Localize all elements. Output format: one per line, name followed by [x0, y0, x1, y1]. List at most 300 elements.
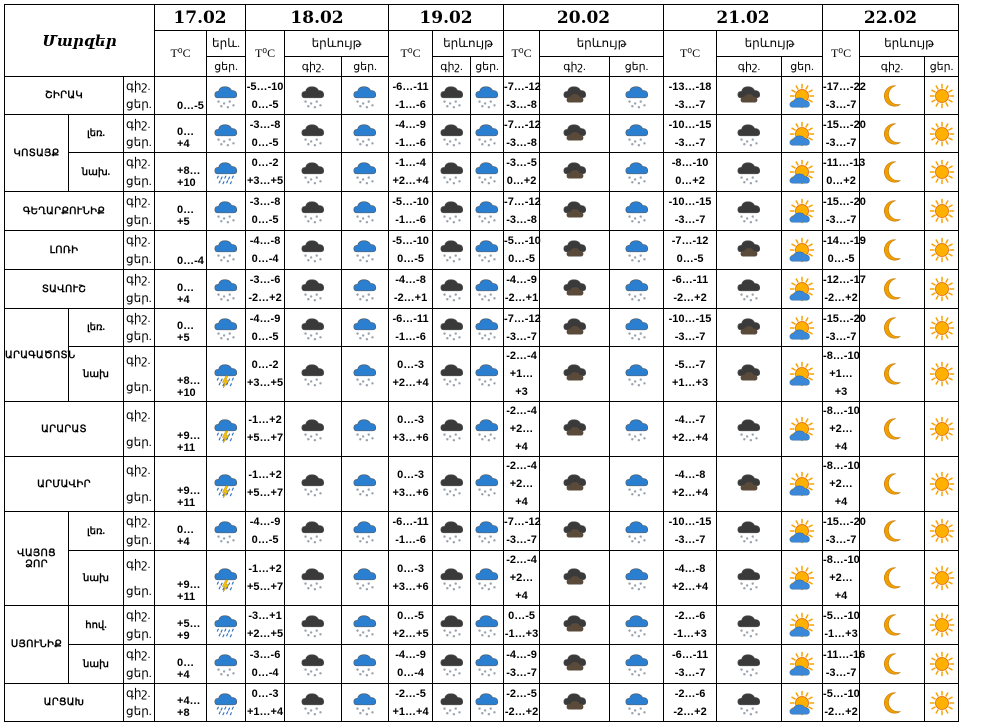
dark-cloud-icon	[561, 314, 589, 342]
sky-day-19	[471, 402, 504, 457]
temp-18	[246, 192, 285, 231]
sky-day-18	[342, 270, 389, 309]
dark-cloud-icon	[735, 360, 763, 388]
sky-day-19: ցեր.	[471, 57, 504, 77]
sky-night-22	[860, 606, 925, 645]
temp-day: -1…-6	[395, 136, 426, 149]
dark-snow-cloud-icon	[299, 360, 327, 388]
tod-day: ցեր.	[124, 173, 155, 192]
tod-day: ցեր.	[124, 532, 155, 551]
dark-cloud-icon	[561, 650, 589, 678]
temp-18	[246, 347, 285, 402]
sun-icon	[928, 517, 956, 545]
temp-19	[389, 512, 433, 551]
temp-day: -3…-7	[674, 534, 706, 546]
sky-day-20	[610, 309, 664, 347]
temp-19	[389, 402, 433, 457]
sky-night-21	[717, 270, 782, 309]
tod-day: ցեր.	[124, 485, 155, 512]
temp-day: -1…+3	[824, 628, 858, 640]
temp-19	[389, 347, 433, 402]
snow-cloud-icon	[212, 120, 240, 148]
sky-day-18	[342, 645, 389, 684]
snow-cloud-icon	[473, 314, 501, 342]
dark-snow-cloud-icon	[299, 415, 327, 443]
temp-day: +2…+4	[671, 581, 709, 593]
dark-cloud-icon	[561, 689, 589, 717]
sky-day-19	[471, 457, 504, 512]
tod-day: ցեր.	[124, 665, 155, 684]
sky-night-18	[285, 309, 342, 347]
dark-cloud-icon	[561, 197, 589, 225]
temp-night: -4…-8	[674, 469, 706, 481]
temp-day: +1…+3	[509, 368, 534, 398]
sky-night-19	[433, 457, 471, 512]
sky-header-21: երևույթ	[717, 31, 823, 57]
temp-20	[504, 309, 540, 347]
temp-18	[246, 77, 285, 115]
region-vayots: ՎԱՅՈՑ ՁՈՐ	[5, 512, 69, 606]
sky-night-20	[540, 512, 610, 551]
sky-day-20	[610, 645, 664, 684]
temp-day: 0…-4	[397, 667, 424, 679]
snow-cloud-icon	[351, 517, 379, 545]
temp-18	[246, 231, 285, 270]
temp-21	[664, 309, 717, 347]
dark-cloud-icon	[561, 470, 589, 498]
temp-night: -2…-4	[506, 554, 537, 566]
sky-17	[207, 115, 246, 153]
dark-cloud-icon	[561, 236, 589, 264]
temp-night: -5…-10	[392, 196, 429, 208]
temp-night: 0…-2	[251, 359, 279, 371]
temp-17: +9…+11	[155, 457, 207, 512]
snow-cloud-icon	[623, 611, 651, 639]
crescent-moon-icon	[878, 120, 906, 148]
temp-19	[389, 457, 433, 512]
sky-night-20: գիշ.	[540, 57, 610, 77]
temp-day: +1…+4	[392, 705, 429, 718]
temp-night: -4…-8	[674, 563, 706, 575]
temp-19	[389, 270, 433, 309]
dark-snow-cloud-icon	[735, 564, 763, 592]
sky-day-21	[782, 270, 823, 309]
sky-night-20	[540, 309, 610, 347]
sky-night-21	[717, 115, 782, 153]
sky-day-19	[471, 153, 504, 192]
crescent-moon-icon	[878, 689, 906, 717]
temp-18	[246, 402, 285, 457]
tod-day: ցեր.	[124, 579, 155, 606]
crescent-moon-icon	[878, 564, 906, 592]
crescent-moon-icon	[878, 517, 906, 545]
temp-day: -3…-7	[825, 330, 857, 343]
temp-day: -3…-7	[674, 330, 706, 343]
temp-19	[389, 645, 433, 684]
sky-night-19	[433, 153, 471, 192]
temp-night: -2…-5	[506, 687, 537, 700]
temp-night: -7…-12	[671, 235, 709, 247]
snow-cloud-icon	[473, 470, 501, 498]
sky-header-18: երևույթ	[285, 31, 389, 57]
temp-day: -2…+2	[248, 292, 282, 304]
sky-day-20	[610, 551, 664, 606]
sky-night-19	[433, 309, 471, 347]
snow-cloud-icon	[212, 650, 240, 678]
tod-day: ցեր.	[124, 251, 155, 270]
sky-17	[207, 347, 246, 402]
sky-night-22	[860, 115, 925, 153]
temp-night: -8…-10	[823, 460, 860, 472]
snow-cloud-icon	[473, 158, 501, 186]
temp-21	[664, 551, 717, 606]
temp-18	[246, 153, 285, 192]
temp-day: 0…-5	[251, 136, 279, 149]
temp-17: 0…+4	[155, 270, 207, 309]
temp-night: -8…-10	[823, 405, 860, 417]
snow-cloud-icon	[212, 275, 240, 303]
temp-day: +3…+5	[246, 377, 284, 389]
temp-20	[504, 231, 540, 270]
thunderstorm-icon	[212, 360, 240, 388]
sky-night-20	[540, 77, 610, 115]
sky-day-22	[925, 77, 959, 115]
sky-night-22	[860, 231, 925, 270]
snow-cloud-icon	[351, 470, 379, 498]
sky-day-22	[925, 192, 959, 231]
sky-header-17: երև.	[207, 31, 246, 57]
temp-night: -5…-7	[674, 359, 706, 371]
crescent-moon-icon	[878, 650, 906, 678]
temp-22	[823, 402, 860, 457]
sky-night-19: գիշ.	[433, 57, 471, 77]
temp-night: -2…-5	[395, 687, 426, 700]
tod-night: գիշ.	[124, 231, 155, 251]
temp-night: -15…-20	[823, 516, 866, 528]
sun-icon	[928, 360, 956, 388]
sky-day-21: ցեր.	[782, 57, 823, 77]
dark-cloud-icon	[561, 564, 589, 592]
temp-night: -5…-10	[246, 80, 284, 93]
sky-night-22	[860, 309, 925, 347]
crescent-moon-icon	[878, 82, 906, 110]
sky-day-18	[342, 192, 389, 231]
sky-night-19	[433, 512, 471, 551]
dark-snow-cloud-icon	[299, 470, 327, 498]
temp-20	[504, 192, 540, 231]
snow-cloud-icon	[473, 120, 501, 148]
tod-day: ցեր.	[124, 96, 155, 115]
date-20: 20.02	[504, 5, 664, 31]
sky-night-18	[285, 551, 342, 606]
temp-19	[389, 153, 433, 192]
sky-night-18	[285, 606, 342, 645]
temp-18	[246, 606, 285, 645]
sky-night-19	[433, 347, 471, 402]
sky-day-22	[925, 153, 959, 192]
temp-day: 0…-5	[251, 214, 279, 226]
temp-day: +2…+5	[392, 628, 429, 640]
temp-20	[504, 77, 540, 115]
temp-day: +3…+6	[392, 432, 429, 444]
temp-day: +5…+7	[246, 581, 284, 593]
sky-night-18	[285, 153, 342, 192]
snow-cloud-icon	[212, 197, 240, 225]
snow-cloud-icon	[212, 236, 240, 264]
temp-night: -15…-20	[823, 312, 866, 325]
dark-snow-cloud-icon	[735, 415, 763, 443]
dark-snow-cloud-icon	[438, 120, 466, 148]
sky-night-22	[860, 270, 925, 309]
dark-snow-cloud-icon	[735, 158, 763, 186]
sky-night-22	[860, 645, 925, 684]
temp-day: 0…-4	[251, 667, 279, 679]
temp-18	[246, 645, 285, 684]
snow-cloud-icon	[623, 120, 651, 148]
temp-18	[246, 512, 285, 551]
dark-snow-cloud-icon	[299, 275, 327, 303]
temp-day: -3…-7	[825, 214, 857, 226]
sky-17	[207, 270, 246, 309]
tod-night: գիշ.	[124, 309, 155, 328]
sky-day-22	[925, 309, 959, 347]
snow-cloud-icon	[623, 158, 651, 186]
snow-cloud-icon	[473, 564, 501, 592]
temp-17: 0…-5	[155, 77, 207, 115]
snow-cloud-icon	[623, 82, 651, 110]
snow-cloud-icon	[623, 275, 651, 303]
sky-night-22	[860, 77, 925, 115]
sky-night-18	[285, 347, 342, 402]
partly-cloudy-sun-icon	[788, 275, 816, 303]
temp-night: -4…-9	[249, 516, 281, 528]
subregion-vayots-a: լեռ.	[69, 512, 124, 551]
temp-day: 0…-4	[251, 253, 279, 265]
temp-night: -7…-12	[504, 118, 541, 131]
sun-icon	[928, 470, 956, 498]
sky-17	[207, 457, 246, 512]
snow-cloud-icon	[473, 197, 501, 225]
temp-day: -3…-7	[674, 214, 706, 226]
dark-snow-cloud-icon	[735, 650, 763, 678]
temp-day: -3…-8	[506, 136, 537, 149]
sky-day-20	[610, 684, 664, 722]
partly-cloudy-sun-icon	[788, 415, 816, 443]
sky-day-19	[471, 684, 504, 722]
dark-snow-cloud-icon	[438, 360, 466, 388]
temp-17: +4…+8	[155, 684, 207, 722]
temp-night: -3…-6	[249, 649, 281, 661]
partly-cloudy-sun-icon	[788, 82, 816, 110]
temp-day: +5…+7	[246, 432, 284, 444]
temp-day: -2…+1	[393, 292, 428, 304]
dark-snow-cloud-icon	[299, 650, 327, 678]
temp-header-21: T⁰C	[664, 31, 717, 77]
sky-day-19	[471, 347, 504, 402]
temp-18	[246, 115, 285, 153]
temp-day: -3…-7	[825, 667, 857, 679]
temp-day: -3…-7	[674, 98, 706, 111]
sky-day-18	[342, 115, 389, 153]
snow-cloud-icon	[351, 650, 379, 678]
snow-cloud-icon	[473, 611, 501, 639]
tod-night: գիշ.	[124, 270, 155, 290]
temp-20	[504, 270, 540, 309]
temp-22	[823, 231, 866, 270]
dark-cloud-icon	[561, 611, 589, 639]
dark-snow-cloud-icon	[438, 236, 466, 264]
dark-snow-cloud-icon	[735, 689, 763, 717]
snow-cloud-icon	[351, 275, 379, 303]
dark-cloud-icon	[561, 120, 589, 148]
partly-cloudy-sun-icon	[788, 236, 816, 264]
temp-night: -4…-9	[506, 274, 537, 286]
sky-night-22	[860, 402, 925, 457]
region-armavir: ԱՐՄԱՎԻՐ	[5, 457, 124, 512]
sky-day-21	[782, 645, 823, 684]
sky-night-18	[285, 645, 342, 684]
sun-icon	[928, 415, 956, 443]
sky-night-19	[433, 684, 471, 722]
temp-19	[389, 115, 433, 153]
snow-cloud-icon	[623, 236, 651, 264]
temp-21	[664, 512, 717, 551]
temp-21	[664, 153, 717, 192]
sky-day-18	[342, 512, 389, 551]
temp-day: -3…-7	[506, 534, 537, 546]
sun-icon	[928, 611, 956, 639]
subregion-syunik-a: հով.	[69, 606, 124, 645]
snow-cloud-icon	[351, 360, 379, 388]
crescent-moon-icon	[878, 470, 906, 498]
crescent-moon-icon	[878, 314, 906, 342]
sky-night-18	[285, 402, 342, 457]
temp-day: -1…-6	[395, 98, 426, 111]
region-shirak: ՇԻՐԱԿ	[5, 77, 124, 115]
temp-night: -7…-12	[504, 312, 541, 325]
sky-night-21	[717, 645, 782, 684]
sun-icon	[928, 650, 956, 678]
sky-night-21	[717, 231, 782, 270]
temp-night: -4…-9	[395, 649, 426, 661]
temp-19	[389, 684, 433, 722]
dark-snow-cloud-icon	[438, 564, 466, 592]
sun-icon	[928, 197, 956, 225]
temp-night: -2…-4	[506, 350, 537, 362]
temp-night: -4…-8	[395, 274, 426, 286]
sky-night-22	[860, 684, 925, 722]
dark-snow-cloud-icon	[735, 120, 763, 148]
sky-day-20	[610, 192, 664, 231]
sky-night-18	[285, 270, 342, 309]
sky-17	[207, 512, 246, 551]
temp-17: 0…+5	[155, 309, 207, 347]
temp-day: -1…-6	[395, 330, 426, 343]
sky-day-20	[610, 115, 664, 153]
temp-night: -11…-16	[823, 649, 866, 661]
snow-cloud-icon	[473, 360, 501, 388]
dark-snow-cloud-icon	[438, 158, 466, 186]
sky-night-21	[717, 347, 782, 402]
thunderstorm-icon	[212, 564, 240, 592]
dark-cloud-icon	[735, 236, 763, 264]
sky-night-19	[433, 645, 471, 684]
temp-22	[823, 153, 866, 192]
sky-day-18	[342, 551, 389, 606]
temp-night: -3…-5	[506, 157, 537, 169]
temp-17: +9…+11	[155, 402, 207, 457]
snow-cloud-icon	[623, 517, 651, 545]
temp-day: +2…+4	[671, 432, 709, 444]
sun-icon	[928, 158, 956, 186]
crescent-moon-icon	[878, 611, 906, 639]
temp-day: +1…+3	[671, 377, 709, 389]
dark-snow-cloud-icon	[438, 470, 466, 498]
temp-night: -2…-6	[674, 687, 706, 700]
dark-cloud-icon	[561, 275, 589, 303]
sky-day-21	[782, 115, 823, 153]
sky-night-21	[717, 512, 782, 551]
partly-cloudy-sun-icon	[788, 158, 816, 186]
tod-day: ցեր.	[124, 328, 155, 347]
region-gegharkunik: ԳԵՂԱՐՔՈՒՆԻՔ	[5, 192, 124, 231]
dark-snow-cloud-icon	[438, 314, 466, 342]
temp-night: -4…-9	[506, 649, 537, 661]
temp-day: -2…+2	[504, 705, 539, 718]
temp-17: +8…+10	[155, 347, 207, 402]
dark-snow-cloud-icon	[299, 517, 327, 545]
sky-night-19	[433, 551, 471, 606]
sky-night-18	[285, 77, 342, 115]
temp-day: -2…+2	[673, 705, 707, 718]
temp-day: -3…-7	[825, 136, 857, 149]
temp-night: 0…-3	[397, 563, 424, 575]
temp-night: -5…-10	[823, 687, 860, 700]
temp-day: +2…+4	[829, 478, 853, 508]
temp-day: 0…-5	[251, 534, 279, 546]
temp-night: -10…-15	[668, 196, 712, 208]
temp-22	[823, 457, 860, 512]
temp-17: 0…+4	[155, 115, 207, 153]
temp-18	[246, 551, 285, 606]
sky-day-18	[342, 309, 389, 347]
temp-17: 0…-4	[155, 231, 207, 270]
sky-day-21	[782, 402, 823, 457]
dark-cloud-icon	[561, 415, 589, 443]
temp-header-22: T⁰C	[823, 31, 860, 77]
snow-cloud-icon	[623, 650, 651, 678]
sky-day-18	[342, 402, 389, 457]
sky-day-20: ցեր.	[610, 57, 664, 77]
temp-night: -1…+2	[248, 414, 282, 426]
sky-day-20	[610, 153, 664, 192]
dark-snow-cloud-icon	[299, 82, 327, 110]
snow-cloud-icon	[473, 689, 501, 717]
sky-day-20	[610, 606, 664, 645]
temp-night: -11…-13	[823, 157, 866, 169]
partly-cloudy-sun-icon	[788, 360, 816, 388]
sky-day-19	[471, 192, 504, 231]
temp-19	[389, 231, 433, 270]
date-19: 19.02	[389, 5, 504, 31]
temp-night: -7…-12	[504, 80, 541, 93]
snow-cloud-icon	[351, 564, 379, 592]
temp-day: -1…+3	[673, 628, 707, 640]
sky-day-18	[342, 347, 389, 402]
snow-cloud-icon	[473, 275, 501, 303]
sky-day-21	[782, 512, 823, 551]
temp-20	[504, 115, 540, 153]
